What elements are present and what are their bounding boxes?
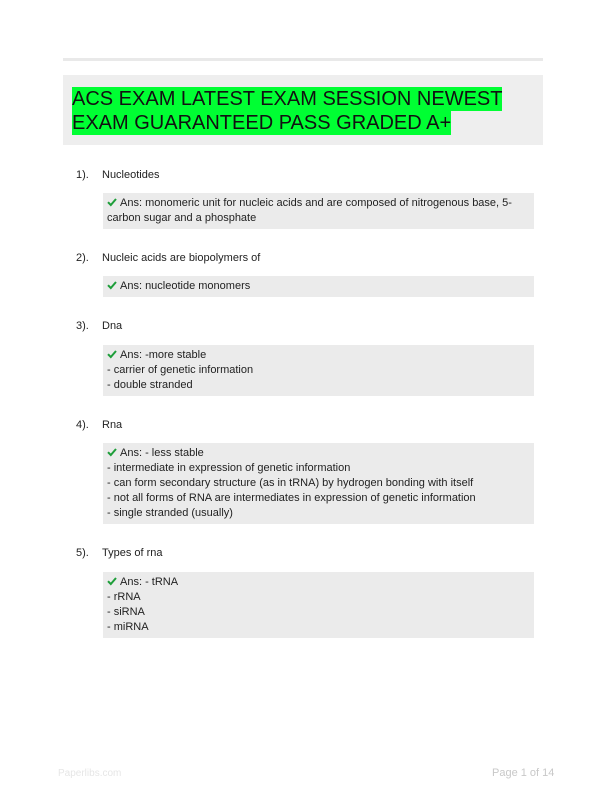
check-icon bbox=[107, 576, 117, 586]
check-icon bbox=[107, 349, 117, 359]
question-text: Nucleotides bbox=[102, 169, 160, 181]
answer-line: - carrier of genetic information bbox=[107, 364, 254, 376]
answer-line: - siRNA bbox=[107, 606, 145, 618]
answer-line: - miRNA bbox=[107, 621, 149, 633]
answer-text: Ans: - tRNA bbox=[120, 576, 179, 588]
answer-line bbox=[107, 575, 530, 590]
question-number: 5). bbox=[76, 547, 89, 559]
answer-line: - single stranded (usually) bbox=[107, 507, 233, 519]
question-number: 4). bbox=[76, 419, 89, 431]
answer-line bbox=[107, 196, 530, 211]
answer-line bbox=[107, 446, 530, 461]
question-number: 1). bbox=[76, 169, 89, 181]
check-icon bbox=[107, 280, 117, 290]
answer-line: - intermediate in expression of genetic information bbox=[107, 462, 351, 474]
question-number: 3). bbox=[76, 320, 89, 332]
answer-box-2 bbox=[103, 276, 534, 297]
check-icon bbox=[107, 447, 117, 457]
question-text: Rna bbox=[102, 419, 123, 431]
answer-text: Ans: -more stable bbox=[120, 349, 207, 361]
top-divider bbox=[63, 58, 543, 61]
answer-box-4 bbox=[103, 443, 534, 524]
question-number: 2). bbox=[76, 252, 89, 264]
document-title bbox=[72, 87, 532, 135]
question-text: Dna bbox=[102, 320, 123, 332]
question-text: Types of rna bbox=[102, 547, 163, 559]
check-icon bbox=[107, 197, 117, 207]
question-text: Nucleic acids are biopolymers of bbox=[102, 252, 261, 264]
title-box bbox=[63, 75, 543, 145]
answer-box-1 bbox=[103, 193, 534, 229]
answer-line: - not all forms of RNA are intermediates in expression of genetic information bbox=[107, 492, 476, 504]
answer-line bbox=[107, 348, 530, 363]
answer-line: - can form secondary structure (as in tRNA) by hydrogen bonding with itself bbox=[107, 477, 474, 489]
answer-box-3 bbox=[103, 345, 534, 396]
answer-text: Ans: nucleotide monomers bbox=[120, 280, 251, 292]
answer-line: - double stranded bbox=[107, 379, 193, 391]
answer-text: Ans: - less stable bbox=[120, 447, 204, 459]
answer-box-5 bbox=[103, 572, 534, 638]
footer-page-number: Page 1 of 14 bbox=[492, 767, 555, 779]
answer-text: Ans: monomeric unit for nucleic acids and are composed of nitrogenous base, 5- bbox=[120, 197, 512, 209]
answer-line bbox=[107, 279, 530, 294]
footer-site: Paperlibs.com bbox=[58, 768, 122, 779]
answer-line: - rRNA bbox=[107, 591, 141, 603]
answer-line: carbon sugar and a phosphate bbox=[107, 212, 257, 224]
document-title-text: ACS EXAM LATEST EXAM SESSION NEWEST EXAM GUARANTEED PASS GRADED A+ bbox=[72, 88, 503, 134]
